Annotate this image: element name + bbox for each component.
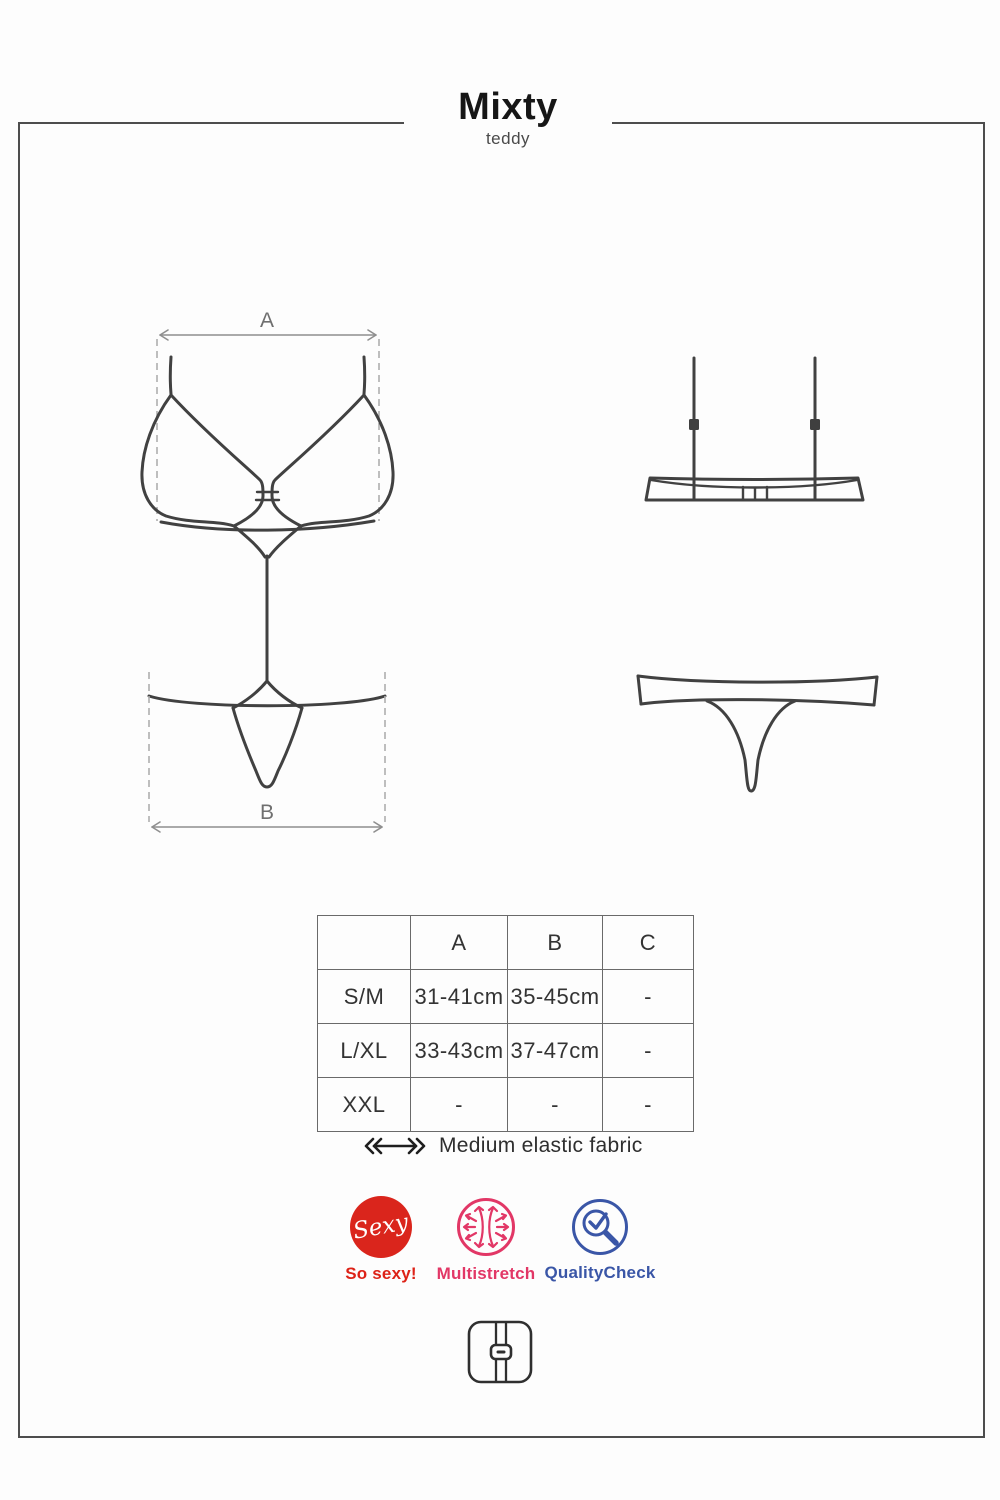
value-cell: - — [603, 1024, 694, 1078]
fabric-note-text: Medium elastic fabric — [439, 1134, 643, 1157]
size-table-row-sm — [318, 970, 694, 1024]
page-title: Mixty — [458, 86, 558, 128]
front-waistband — [149, 696, 385, 706]
size-table-header-a: A — [411, 916, 508, 970]
stretch-arrow-icon — [362, 1135, 428, 1157]
title-block — [404, 72, 612, 172]
multistretch-icon — [455, 1196, 517, 1258]
value-cell: 33-43cm — [411, 1024, 508, 1078]
value-cell: 35-45cm — [508, 970, 603, 1024]
back-thong-outline — [707, 701, 795, 791]
back-waistband-bottom — [641, 700, 874, 705]
value-cell: 31-41cm — [411, 970, 508, 1024]
multistretch-badge-label: Multistretch — [436, 1264, 536, 1283]
front-strap-right — [364, 357, 365, 394]
sexy-circle-text: Sexy — [351, 1209, 411, 1245]
fabric-note — [362, 1131, 643, 1161]
measure-a-label: A — [260, 309, 275, 332]
value-cell: - — [508, 1078, 603, 1132]
qualitycheck-icon — [570, 1197, 630, 1257]
qualitycheck-badge-label: QualityCheck — [544, 1263, 656, 1282]
back-band-inner-line — [651, 480, 857, 488]
size-table-header-row — [318, 916, 694, 970]
strap-slider-left — [689, 419, 699, 430]
back-waistband-end-right — [874, 677, 877, 705]
size-cell: L/XL — [318, 1024, 411, 1078]
size-table-row-xxl — [318, 1078, 694, 1132]
measure-b-label: B — [260, 801, 275, 824]
size-cell: S/M — [318, 970, 411, 1024]
front-view-drawing — [142, 309, 393, 832]
sexy-badge — [321, 1196, 441, 1284]
front-cup-right-inner-edge — [272, 395, 364, 526]
sexy-badge-icon — [350, 1196, 412, 1258]
multistretch-badge — [426, 1196, 546, 1284]
value-cell: - — [603, 1078, 694, 1132]
size-table-corner-cell — [318, 916, 411, 970]
back-top-drawing — [646, 358, 863, 500]
size-cell: XXL — [318, 1078, 411, 1132]
back-bottom-drawing — [638, 676, 877, 791]
value-cell: - — [603, 970, 694, 1024]
sexy-badge-label: So sexy! — [345, 1264, 417, 1283]
value-cell: 37-47cm — [508, 1024, 603, 1078]
size-table — [317, 915, 694, 1132]
size-table-header-c: C — [603, 916, 694, 970]
page-subtitle: teddy — [485, 129, 531, 148]
size-table-header-b: B — [508, 916, 603, 970]
size-table-row-lxl — [318, 1024, 694, 1078]
value-cell: - — [411, 1078, 508, 1132]
front-strap-left — [170, 357, 171, 394]
back-waistband-top — [638, 676, 877, 682]
packaging-care-icon — [466, 1319, 534, 1385]
strap-slider-right — [810, 419, 820, 430]
qualitycheck-badge — [540, 1197, 660, 1283]
front-panel-outline — [233, 708, 302, 787]
back-waistband-end-left — [638, 676, 641, 704]
front-cup-left-inner-edge — [171, 395, 263, 526]
